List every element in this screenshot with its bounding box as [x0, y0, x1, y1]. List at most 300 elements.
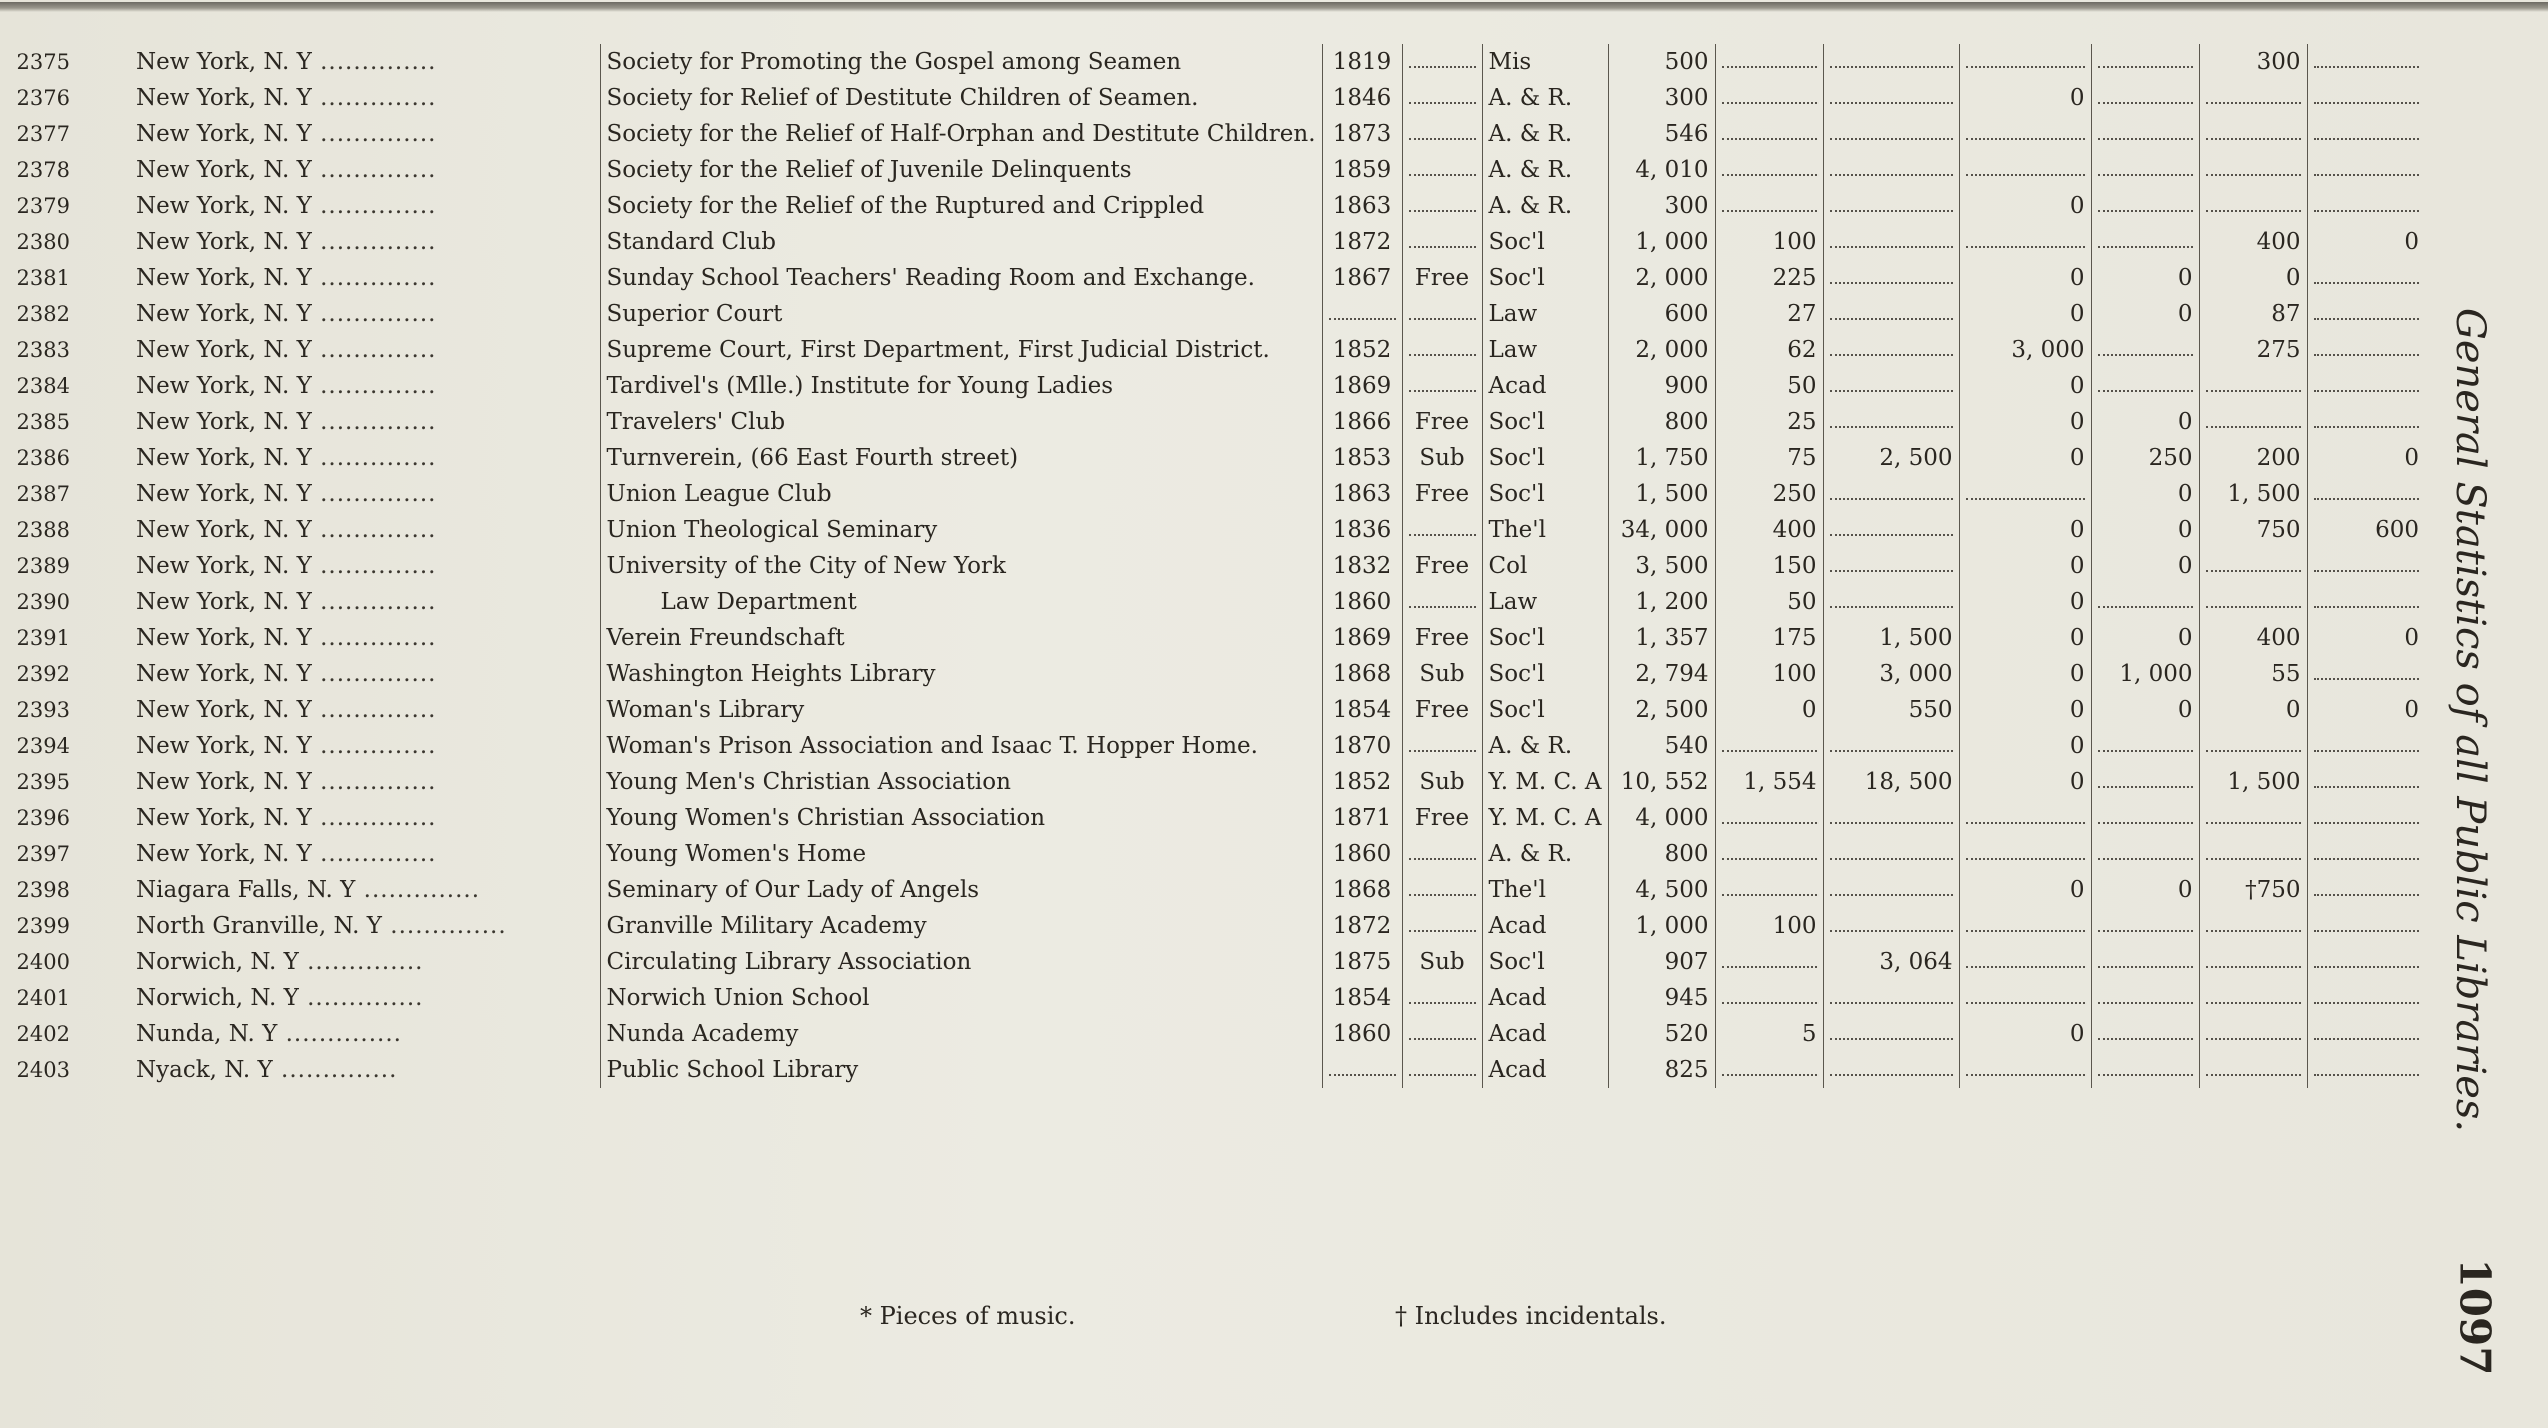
- expenditure-salaries-cell: [2307, 476, 2425, 512]
- fund-cell-text: 0: [2069, 733, 2085, 759]
- access-cell: [1402, 1016, 1482, 1052]
- place-cell: 2386 New York, N. Y ..............: [130, 440, 600, 476]
- class-cell-text: Soc'l: [1488, 265, 1545, 291]
- class-cell: [1482, 584, 1608, 620]
- expenditure-books-cell: [2199, 404, 2307, 440]
- circulation-cell: [1823, 620, 1959, 656]
- place-cell: 2385 New York, N. Y ..............: [130, 404, 600, 440]
- circulation-cell: [1823, 908, 1959, 944]
- place-text: Norwich, N. Y: [136, 985, 299, 1011]
- founded-cell-text: 1846: [1332, 85, 1392, 111]
- place-text: New York, N. Y: [136, 49, 312, 75]
- library-name-cell-text: Travelers' Club: [606, 409, 786, 435]
- row-number: 2387: [16, 482, 70, 506]
- page-number: [2440, 1258, 2510, 1376]
- income-cell: [2091, 728, 2199, 764]
- expenditure-books-cell: [2199, 548, 2307, 584]
- leader-dots: [1830, 1016, 1953, 1040]
- place-text: New York, N. Y: [136, 373, 312, 399]
- leader-dots: [2098, 836, 2193, 860]
- library-name-cell: [600, 476, 1322, 512]
- founded-cell: [1322, 116, 1402, 152]
- leader-dots: [2098, 1052, 2193, 1076]
- founded-cell: [1322, 764, 1402, 800]
- row-number: 2386: [16, 446, 70, 470]
- expenditure-salaries-cell: [2307, 836, 2425, 872]
- access-cell-text: Free: [1414, 805, 1470, 831]
- access-cell: [1402, 332, 1482, 368]
- leader-dots: [2314, 80, 2420, 104]
- table-row: [130, 692, 2425, 728]
- expenditure-books-cell: [2199, 116, 2307, 152]
- expenditure-books-cell: [2199, 584, 2307, 620]
- leader-dots: [1409, 224, 1476, 248]
- volumes-cell-text: 1, 500: [1635, 481, 1709, 507]
- row-number: 2396: [16, 806, 70, 830]
- income-cell-text: 0: [2177, 877, 2193, 903]
- circulation-cell: [1823, 800, 1959, 836]
- founded-cell-text: 1870: [1332, 733, 1392, 759]
- leader-dots: [1722, 152, 1817, 176]
- founded-cell: [1322, 224, 1402, 260]
- founded-cell-text: 1863: [1332, 481, 1392, 507]
- leader-dots: [2206, 116, 2301, 140]
- yearly-increase-cell-text: 0: [1801, 697, 1817, 723]
- access-cell-text: Sub: [1419, 661, 1465, 687]
- leader-dots: [2314, 764, 2420, 788]
- leader-dots: [1830, 152, 1953, 176]
- income-cell-text: 0: [2177, 553, 2193, 579]
- class-cell: [1482, 620, 1608, 656]
- founded-cell-text: 1854: [1332, 697, 1392, 723]
- leader-dots: [1722, 800, 1817, 824]
- volumes-cell: [1608, 692, 1715, 728]
- circulation-cell: [1823, 980, 1959, 1016]
- expenditure-books-cell-text: 750: [2256, 517, 2301, 543]
- class-cell: [1482, 224, 1608, 260]
- circulation-cell: [1823, 152, 1959, 188]
- expenditure-books-cell: [2199, 764, 2307, 800]
- table-row: [130, 188, 2425, 224]
- income-cell: [2091, 368, 2199, 404]
- place-cell: 2400 Norwich, N. Y ..............: [130, 944, 600, 980]
- circulation-cell: [1823, 548, 1959, 584]
- founded-cell-text: 1871: [1332, 805, 1392, 831]
- income-cell: [2091, 584, 2199, 620]
- income-cell: [2091, 260, 2199, 296]
- volumes-cell: [1608, 476, 1715, 512]
- fund-cell: [1959, 548, 2091, 584]
- table-row: [130, 512, 2425, 548]
- volumes-cell: [1608, 44, 1715, 80]
- access-cell: [1402, 548, 1482, 584]
- income-cell: [2091, 620, 2199, 656]
- fund-cell-text: 0: [2069, 697, 2085, 723]
- expenditure-books-cell: [2199, 80, 2307, 116]
- library-name-cell: [600, 980, 1322, 1016]
- leader-dots: [2206, 1052, 2301, 1076]
- place-cell: 2379 New York, N. Y ..............: [130, 188, 600, 224]
- expenditure-books-cell-text: 1, 500: [2227, 769, 2301, 795]
- place-text: New York, N. Y: [136, 733, 312, 759]
- place-cell: 2401 Norwich, N. Y ..............: [130, 980, 600, 1016]
- yearly-increase-cell: [1715, 80, 1823, 116]
- leader-dots: [1722, 944, 1817, 968]
- place-text: North Granville, N. Y: [136, 913, 382, 939]
- circulation-cell: [1823, 728, 1959, 764]
- row-number: 2380: [16, 230, 70, 254]
- expenditure-salaries-cell: [2307, 260, 2425, 296]
- fund-cell-text: 0: [2069, 85, 2085, 111]
- class-cell-text: Soc'l: [1488, 445, 1545, 471]
- access-cell: [1402, 656, 1482, 692]
- expenditure-books-cell: [2199, 692, 2307, 728]
- circulation-cell-text: 2, 500: [1879, 445, 1953, 471]
- leader-dots: [2098, 944, 2193, 968]
- place-cell: 2380 New York, N. Y ..............: [130, 224, 600, 260]
- expenditure-books-cell-text: 0: [2285, 265, 2301, 291]
- access-cell: [1402, 836, 1482, 872]
- volumes-cell-text: 1, 000: [1635, 913, 1709, 939]
- place-cell: 2399 North Granville, N. Y ..............: [130, 908, 600, 944]
- class-cell: [1482, 836, 1608, 872]
- library-name-cell: [600, 728, 1322, 764]
- table-row: [130, 296, 2425, 332]
- library-name-cell-text: Superior Court: [606, 301, 783, 327]
- row-number: 2383: [16, 338, 70, 362]
- expenditure-books-cell-text: 300: [2256, 49, 2301, 75]
- income-cell-text: 0: [2177, 409, 2193, 435]
- circulation-cell-text: 550: [1908, 697, 1953, 723]
- fund-cell: [1959, 260, 2091, 296]
- yearly-increase-cell: [1715, 656, 1823, 692]
- fund-cell: [1959, 944, 2091, 980]
- access-cell: [1402, 368, 1482, 404]
- leader-dots: [2314, 44, 2420, 68]
- volumes-cell: [1608, 836, 1715, 872]
- yearly-increase-cell-text: 100: [1772, 661, 1817, 687]
- class-cell: [1482, 260, 1608, 296]
- income-cell-text: 0: [2177, 265, 2193, 291]
- volumes-cell-text: 4, 500: [1635, 877, 1709, 903]
- library-name-cell-text: Norwich Union School: [606, 985, 870, 1011]
- access-cell: [1402, 692, 1482, 728]
- leader-dots: [2314, 1016, 2420, 1040]
- founded-cell-text: 1853: [1332, 445, 1392, 471]
- yearly-increase-cell: [1715, 944, 1823, 980]
- volumes-cell: [1608, 188, 1715, 224]
- table-row: [130, 332, 2425, 368]
- yearly-increase-cell: [1715, 44, 1823, 80]
- expenditure-salaries-cell: [2307, 512, 2425, 548]
- expenditure-books-cell: [2199, 188, 2307, 224]
- income-cell: [2091, 692, 2199, 728]
- leader-dots: [2314, 404, 2420, 428]
- class-cell-text: Law: [1488, 301, 1538, 327]
- library-name-cell: [600, 944, 1322, 980]
- leader-dots: [1830, 260, 1953, 284]
- expenditure-books-cell-text: 0: [2285, 697, 2301, 723]
- leader-dots: [2098, 1016, 2193, 1040]
- footnote-incidentals: † Includes incidentals.: [1395, 1302, 1667, 1330]
- expenditure-books-cell-text: 87: [2271, 301, 2301, 327]
- yearly-increase-cell-text: 25: [1787, 409, 1817, 435]
- place-cell: 2383 New York, N. Y ..............: [130, 332, 600, 368]
- leader-dots: [2098, 80, 2193, 104]
- leader-dots: [2314, 728, 2420, 752]
- income-cell-text: 0: [2177, 301, 2193, 327]
- page-top-edge: [0, 2, 2548, 12]
- expenditure-salaries-cell: [2307, 692, 2425, 728]
- access-cell-text: Free: [1414, 553, 1470, 579]
- leader-dots: [1830, 584, 1953, 608]
- yearly-increase-cell: [1715, 584, 1823, 620]
- library-name-cell-text: Sunday School Teachers' Reading Room and Exchange.: [606, 265, 1255, 291]
- expenditure-books-cell-text: 400: [2256, 229, 2301, 255]
- leader-dots: [2098, 908, 2193, 932]
- leader-dots: [2098, 368, 2193, 392]
- founded-cell: [1322, 404, 1402, 440]
- library-name-cell: [600, 332, 1322, 368]
- leader-dots: [1830, 872, 1953, 896]
- leader-dots: [1966, 800, 2085, 824]
- place-text: New York, N. Y: [136, 625, 312, 651]
- income-cell-text: 0: [2177, 697, 2193, 723]
- leader-dots: [2314, 980, 2420, 1004]
- circulation-cell: [1823, 404, 1959, 440]
- class-cell-text: Y. M. C. A: [1488, 769, 1602, 795]
- leader-dots: [2206, 908, 2301, 932]
- place-text: New York, N. Y: [136, 85, 312, 111]
- fund-cell-text: 0: [2069, 877, 2085, 903]
- income-cell: [2091, 80, 2199, 116]
- leader-dots: [2314, 872, 2420, 896]
- leader-dots: [1409, 872, 1476, 896]
- access-cell: [1402, 620, 1482, 656]
- class-cell-text: Acad: [1488, 373, 1547, 399]
- income-cell: [2091, 332, 2199, 368]
- leader-dots: [1722, 44, 1817, 68]
- yearly-increase-cell: [1715, 692, 1823, 728]
- expenditure-books-cell-text: 275: [2256, 337, 2301, 363]
- place-cell: 2378 New York, N. Y ..............: [130, 152, 600, 188]
- volumes-cell-text: 600: [1664, 301, 1709, 327]
- expenditure-books-cell: [2199, 1016, 2307, 1052]
- income-cell: [2091, 944, 2199, 980]
- expenditure-books-cell-text: 400: [2256, 625, 2301, 651]
- leader-dots: [2098, 764, 2193, 788]
- place-cell: 2381 New York, N. Y ..............: [130, 260, 600, 296]
- access-cell: [1402, 80, 1482, 116]
- leader-dots: [1409, 80, 1476, 104]
- leader-dots: [2098, 584, 2193, 608]
- row-number: 2375: [16, 50, 70, 74]
- yearly-increase-cell-text: 50: [1787, 589, 1817, 615]
- place-cell: 2403 Nyack, N. Y ..............: [130, 1052, 600, 1088]
- expenditure-salaries-cell: [2307, 728, 2425, 764]
- expenditure-salaries-cell: [2307, 224, 2425, 260]
- leader-dots: [1830, 800, 1953, 824]
- founded-cell-text: 1854: [1332, 985, 1392, 1011]
- founded-cell-text: 1860: [1332, 1021, 1392, 1047]
- volumes-cell: [1608, 800, 1715, 836]
- library-name-cell: [600, 44, 1322, 80]
- yearly-increase-cell: [1715, 764, 1823, 800]
- table-row: [130, 224, 2425, 260]
- access-cell: [1402, 584, 1482, 620]
- access-cell-text: Sub: [1419, 949, 1465, 975]
- leader-dots: [2098, 44, 2193, 68]
- access-cell: [1402, 44, 1482, 80]
- fund-cell: [1959, 116, 2091, 152]
- expenditure-salaries-cell: [2307, 656, 2425, 692]
- yearly-increase-cell: [1715, 620, 1823, 656]
- table-row: [130, 944, 2425, 980]
- founded-cell-text: 1869: [1332, 373, 1392, 399]
- leader-dots: [2098, 980, 2193, 1004]
- library-name-cell: [600, 764, 1322, 800]
- expenditure-books-cell-text: 1, 500: [2227, 481, 2301, 507]
- expenditure-books-cell: [2199, 944, 2307, 980]
- founded-cell: [1322, 368, 1402, 404]
- yearly-increase-cell: [1715, 296, 1823, 332]
- volumes-cell-text: 945: [1664, 985, 1709, 1011]
- class-cell-text: A. & R.: [1488, 157, 1573, 183]
- place-text: New York, N. Y: [136, 193, 312, 219]
- income-cell: [2091, 980, 2199, 1016]
- class-cell: [1482, 512, 1608, 548]
- expenditure-books-cell: [2199, 1052, 2307, 1088]
- leader-dots: [1722, 872, 1817, 896]
- library-name-cell-text: Granville Military Academy: [606, 913, 927, 939]
- row-number: 2376: [16, 86, 70, 110]
- expenditure-salaries-cell: [2307, 440, 2425, 476]
- place-text: New York, N. Y: [136, 517, 312, 543]
- fund-cell: [1959, 188, 2091, 224]
- library-name-cell-text: Verein Freundschaft: [606, 625, 845, 651]
- table-row: [130, 440, 2425, 476]
- income-cell: [2091, 1052, 2199, 1088]
- class-cell: [1482, 548, 1608, 584]
- circulation-cell: [1823, 440, 1959, 476]
- table-row: [130, 1016, 2425, 1052]
- founded-cell-text: 1819: [1332, 49, 1392, 75]
- expenditure-books-cell: [2199, 728, 2307, 764]
- library-name-cell-text: Young Women's Home: [606, 841, 867, 867]
- volumes-cell-text: 34, 000: [1620, 517, 1709, 543]
- leader-dots: [1830, 728, 1953, 752]
- leader-dots: [2098, 188, 2193, 212]
- yearly-increase-cell-text: 150: [1772, 553, 1817, 579]
- leader-dots: [1830, 980, 1953, 1004]
- expenditure-salaries-cell: [2307, 1016, 2425, 1052]
- volumes-cell-text: 2, 000: [1635, 265, 1709, 291]
- place-cell: 2392 New York, N. Y ..............: [130, 656, 600, 692]
- expenditure-books-cell: [2199, 260, 2307, 296]
- access-cell: [1402, 1052, 1482, 1088]
- leader-dots: [2098, 224, 2193, 248]
- place-cell: 2377 New York, N. Y ..............: [130, 116, 600, 152]
- leader-dots: [1830, 1052, 1953, 1076]
- expenditure-salaries-cell: [2307, 944, 2425, 980]
- income-cell: [2091, 188, 2199, 224]
- library-name-cell: [600, 692, 1322, 728]
- access-cell: [1402, 512, 1482, 548]
- class-cell: [1482, 908, 1608, 944]
- yearly-increase-cell-text: 5: [1801, 1021, 1817, 1047]
- yearly-increase-cell: [1715, 512, 1823, 548]
- fund-cell-text: 0: [2069, 625, 2085, 651]
- fund-cell-text: 0: [2069, 445, 2085, 471]
- income-cell: [2091, 1016, 2199, 1052]
- class-cell-text: Soc'l: [1488, 661, 1545, 687]
- place-cell: 2396 New York, N. Y ..............: [130, 800, 600, 836]
- statistics-table: [16, 44, 2425, 1088]
- library-name-cell: [600, 620, 1322, 656]
- table-row: [130, 656, 2425, 692]
- fund-cell-text: 0: [2069, 553, 2085, 579]
- leader-dots: [1409, 116, 1476, 140]
- fund-cell: [1959, 404, 2091, 440]
- leader-dots: [2314, 944, 2420, 968]
- access-cell: [1402, 728, 1482, 764]
- circulation-cell: [1823, 764, 1959, 800]
- table-row: [130, 260, 2425, 296]
- yearly-increase-cell-text: 250: [1772, 481, 1817, 507]
- table-row: [130, 44, 2425, 80]
- row-number: 2403: [16, 1058, 70, 1082]
- class-cell: [1482, 692, 1608, 728]
- fund-cell: [1959, 368, 2091, 404]
- income-cell: [2091, 800, 2199, 836]
- library-name-cell-text: Standard Club: [606, 229, 776, 255]
- fund-cell: [1959, 80, 2091, 116]
- volumes-cell-text: 2, 000: [1635, 337, 1709, 363]
- expenditure-books-cell: [2199, 440, 2307, 476]
- circulation-cell: [1823, 656, 1959, 692]
- row-number: 2384: [16, 374, 70, 398]
- volumes-cell-text: 2, 500: [1635, 697, 1709, 723]
- library-name-cell: [600, 404, 1322, 440]
- leader-dots: [1830, 908, 1953, 932]
- row-number: 2398: [16, 878, 70, 902]
- access-cell: [1402, 224, 1482, 260]
- founded-cell: [1322, 980, 1402, 1016]
- volumes-cell: [1608, 908, 1715, 944]
- expenditure-salaries-cell: [2307, 152, 2425, 188]
- volumes-cell: [1608, 80, 1715, 116]
- library-name-cell: [600, 116, 1322, 152]
- access-cell: [1402, 944, 1482, 980]
- yearly-increase-cell: [1715, 728, 1823, 764]
- row-number: 2388: [16, 518, 70, 542]
- founded-cell: [1322, 188, 1402, 224]
- library-name-cell-text: Woman's Prison Association and Isaac T. Hopper Home.: [606, 733, 1258, 759]
- founded-cell-text: 1869: [1332, 625, 1392, 651]
- leader-dots: [2206, 584, 2301, 608]
- leader-dots: [1409, 1016, 1476, 1040]
- founded-cell: [1322, 944, 1402, 980]
- circulation-cell: [1823, 1016, 1959, 1052]
- expenditure-salaries-cell-text: 0: [2404, 229, 2420, 255]
- library-name-cell-text: Society for Promoting the Gospel among Seamen: [606, 49, 1182, 75]
- leader-dots: [1409, 1052, 1476, 1076]
- fund-cell: [1959, 800, 2091, 836]
- circulation-cell: [1823, 224, 1959, 260]
- expenditure-books-cell-text: †750: [2245, 877, 2301, 903]
- place-cell: 2389 New York, N. Y ..............: [130, 548, 600, 584]
- founded-cell: [1322, 476, 1402, 512]
